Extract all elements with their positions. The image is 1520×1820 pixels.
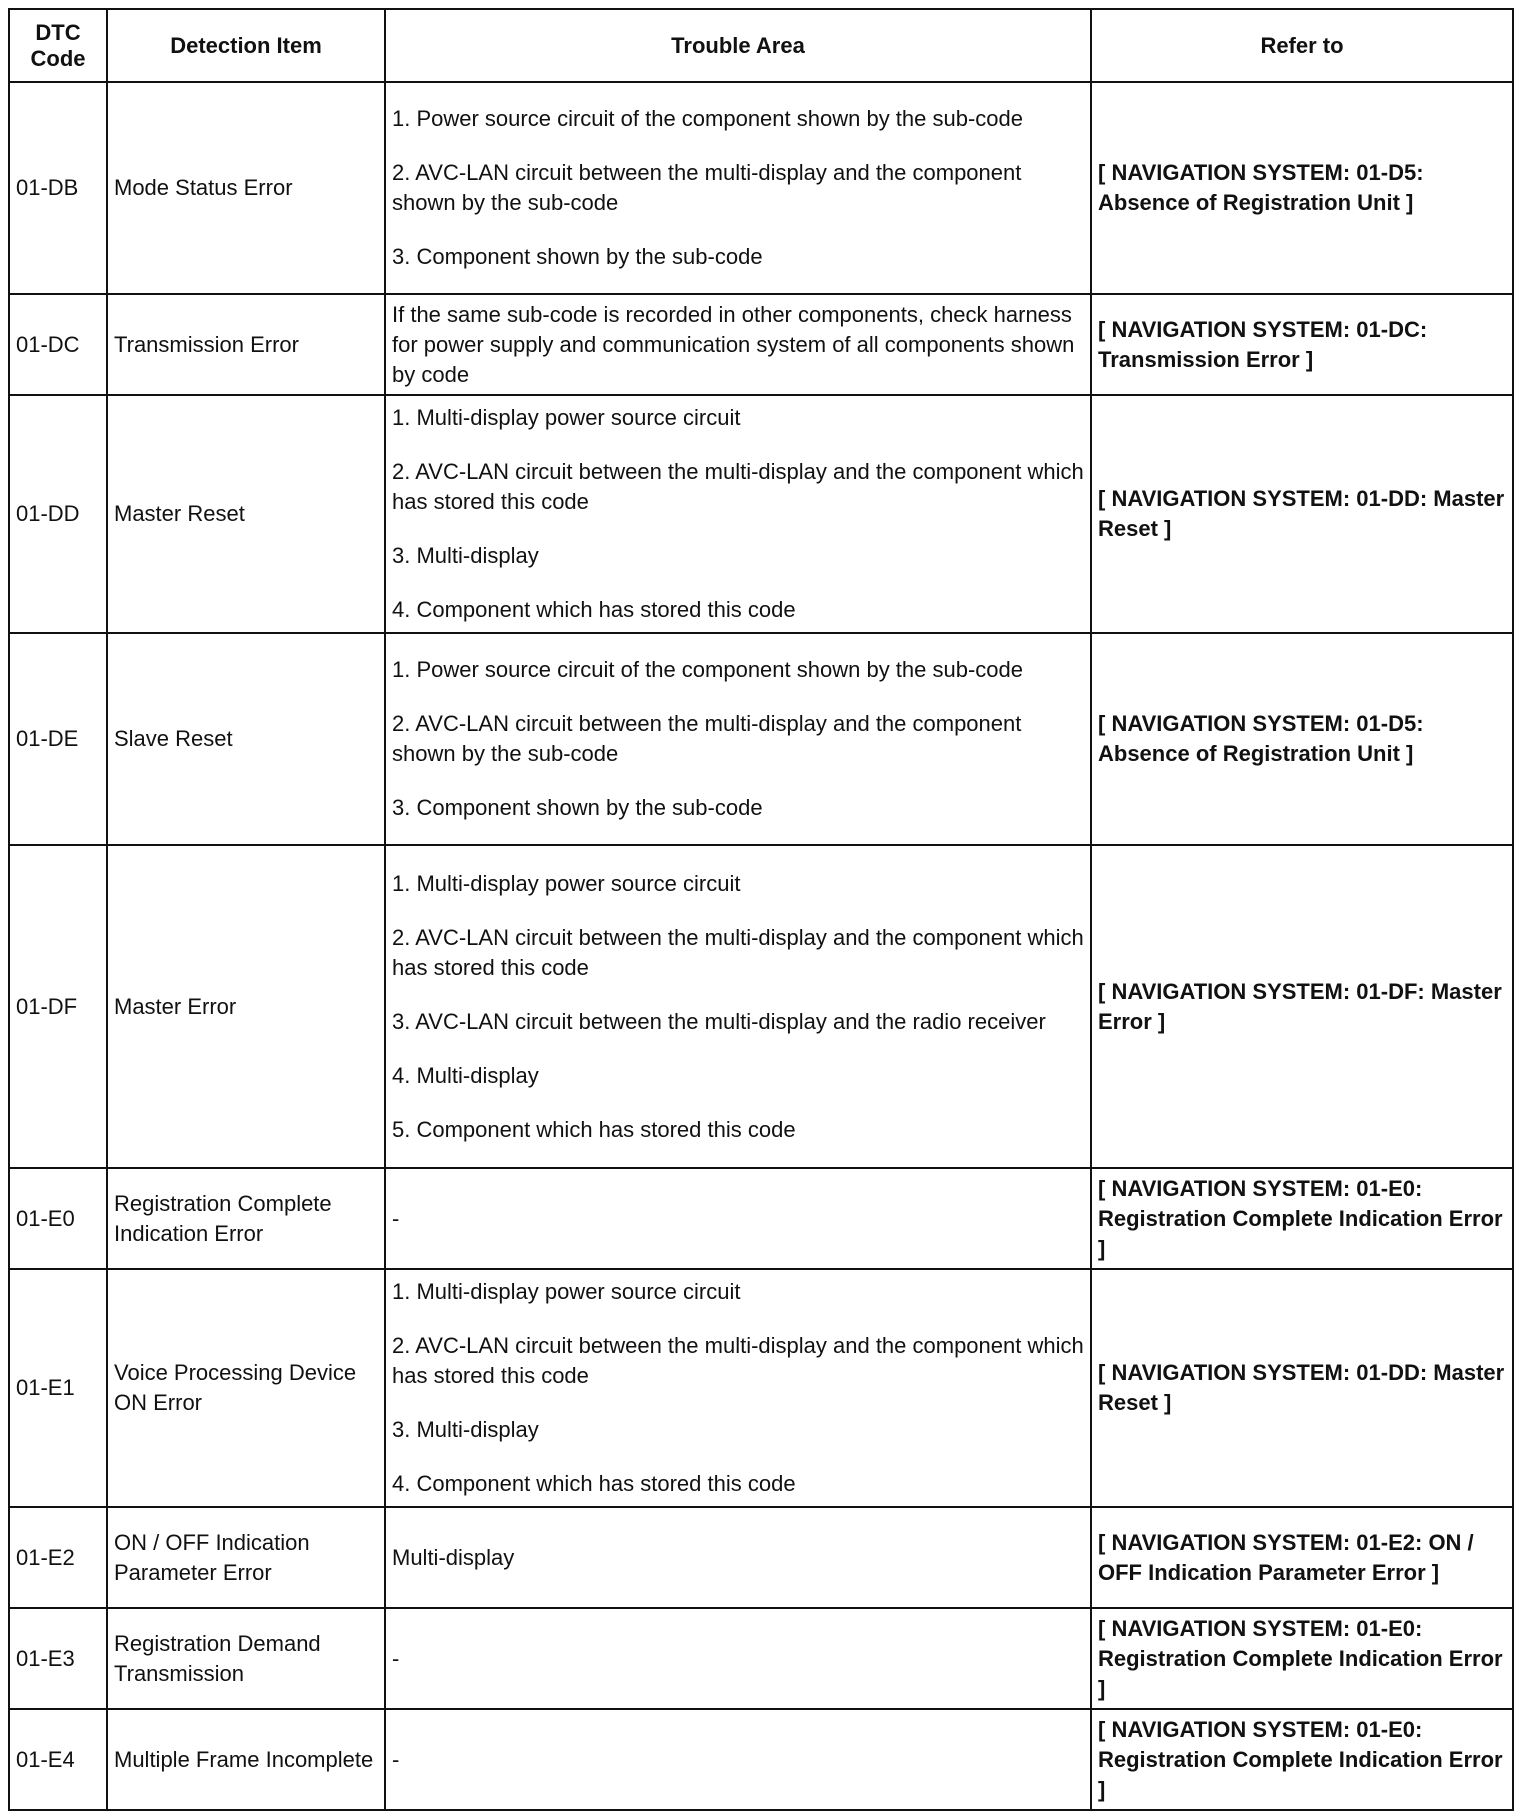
trouble-area-line: Multi-display (392, 1544, 515, 1570)
trouble-area-line: 4. Multi-display (392, 1062, 539, 1088)
dtc-code-cell: 01-E3 (9, 1608, 107, 1709)
trouble-area-line: - (392, 1645, 400, 1671)
table-row (9, 395, 1513, 633)
dtc-code-cell: 01-DF (9, 845, 107, 1168)
header-row (9, 9, 1513, 82)
dtc-code-cell: 01-DB (9, 82, 107, 294)
trouble-area-cell (385, 395, 1091, 633)
table-row (9, 633, 1513, 845)
trouble-area-line: 4. Component which has stored this code (392, 597, 796, 622)
header-detection-item: Detection Item (107, 9, 385, 82)
trouble-area-line: 2. AVC-LAN circuit between the multi-display and the component which has stored this code (392, 459, 1084, 514)
table-row (9, 1507, 1513, 1608)
trouble-area-line: 3. Multi-display (392, 1417, 539, 1442)
trouble-area-cell (385, 1168, 1091, 1269)
dtc-code-cell: 01-E2 (9, 1507, 107, 1608)
dtc-code-cell: 01-DC (9, 294, 107, 395)
header-refer-to: Refer to (1091, 9, 1513, 82)
table-row (9, 1168, 1513, 1269)
trouble-area-line: 3. Multi-display (392, 543, 539, 568)
trouble-area-line: - (392, 1746, 400, 1772)
table-row (9, 1608, 1513, 1709)
trouble-area-line: 2. AVC-LAN circuit between the multi-display and the component shown by the sub-code (392, 160, 1022, 215)
trouble-area-line: 5. Component which has stored this code (392, 1116, 796, 1142)
detection-item-cell: Slave Reset (107, 633, 385, 845)
dtc-code-cell: 01-DE (9, 633, 107, 845)
table-row (9, 82, 1513, 294)
detection-item-cell: Registration Demand Transmission (107, 1608, 385, 1709)
trouble-area-line: 2. AVC-LAN circuit between the multi-display and the component shown by the sub-code (392, 711, 1022, 766)
trouble-area-line: If the same sub-code is recorded in other components, check harness for power supply and communication system of all components shown by code (392, 301, 1075, 387)
header-trouble-area: Trouble Area (385, 9, 1091, 82)
dtc-code-cell: 01-DD (9, 395, 107, 633)
trouble-area-line: 1. Multi-display power source circuit (392, 405, 741, 430)
refer-to-link[interactable]: [ NAVIGATION SYSTEM: 01-DC: Transmission Error ] (1091, 294, 1513, 395)
dtc-code-cell: 01-E1 (9, 1269, 107, 1507)
trouble-area-cell (385, 1608, 1091, 1709)
trouble-area-cell (385, 1709, 1091, 1810)
table-row (9, 294, 1513, 395)
refer-to-link[interactable]: [ NAVIGATION SYSTEM: 01-E2: ON / OFF Indication Parameter Error ] (1091, 1507, 1513, 1608)
trouble-area-cell (385, 294, 1091, 395)
trouble-area-line: 3. AVC-LAN circuit between the multi-display and the radio receiver (392, 1008, 1046, 1034)
trouble-area-line: 2. AVC-LAN circuit between the multi-display and the component which has stored this code (392, 924, 1084, 980)
trouble-area-line: - (392, 1205, 400, 1231)
header-dtc-code: DTC Code (9, 9, 107, 82)
detection-item-cell: Mode Status Error (107, 82, 385, 294)
dtc-table (8, 8, 1514, 1811)
refer-to-link[interactable]: [ NAVIGATION SYSTEM: 01-DD: Master Reset ] (1091, 1269, 1513, 1507)
detection-item-cell: Transmission Error (107, 294, 385, 395)
trouble-area-line: 1. Power source circuit of the component shown by the sub-code (392, 657, 1024, 682)
detection-item-cell: Voice Processing Device ON Error (107, 1269, 385, 1507)
trouble-area-line: 1. Power source circuit of the component shown by the sub-code (392, 106, 1024, 131)
refer-to-link[interactable]: [ NAVIGATION SYSTEM: 01-E0: Registration Complete Indication Error ] (1091, 1709, 1513, 1810)
table-header (9, 9, 1513, 82)
trouble-area-cell (385, 1507, 1091, 1608)
detection-item-cell: Master Reset (107, 395, 385, 633)
table-row (9, 1709, 1513, 1810)
refer-to-link[interactable]: [ NAVIGATION SYSTEM: 01-D5: Absence of Registration Unit ] (1091, 633, 1513, 845)
trouble-area-line: 2. AVC-LAN circuit between the multi-display and the component which has stored this code (392, 1333, 1084, 1388)
refer-to-link[interactable]: [ NAVIGATION SYSTEM: 01-E0: Registration Complete Indication Error ] (1091, 1168, 1513, 1269)
dtc-code-cell: 01-E0 (9, 1168, 107, 1269)
refer-to-link[interactable]: [ NAVIGATION SYSTEM: 01-E0: Registration Complete Indication Error ] (1091, 1608, 1513, 1709)
trouble-area-cell (385, 1269, 1091, 1507)
table-body (9, 82, 1513, 1810)
dtc-code-cell: 01-E4 (9, 1709, 107, 1810)
refer-to-link[interactable]: [ NAVIGATION SYSTEM: 01-DD: Master Reset ] (1091, 395, 1513, 633)
detection-item-cell: ON / OFF Indication Parameter Error (107, 1507, 385, 1608)
trouble-area-cell (385, 82, 1091, 294)
table-row (9, 1269, 1513, 1507)
trouble-area-line: 1. Multi-display power source circuit (392, 1279, 741, 1304)
trouble-area-cell (385, 633, 1091, 845)
detection-item-cell: Master Error (107, 845, 385, 1168)
trouble-area-line: 1. Multi-display power source circuit (392, 870, 741, 896)
table-row (9, 845, 1513, 1168)
refer-to-link[interactable]: [ NAVIGATION SYSTEM: 01-D5: Absence of Registration Unit ] (1091, 82, 1513, 294)
trouble-area-line: 3. Component shown by the sub-code (392, 244, 763, 269)
trouble-area-cell (385, 845, 1091, 1168)
trouble-area-line: 3. Component shown by the sub-code (392, 795, 763, 820)
trouble-area-line: 4. Component which has stored this code (392, 1471, 796, 1496)
refer-to-link[interactable]: [ NAVIGATION SYSTEM: 01-DF: Master Error ] (1091, 845, 1513, 1168)
detection-item-cell: Registration Complete Indication Error (107, 1168, 385, 1269)
detection-item-cell: Multiple Frame Incomplete (107, 1709, 385, 1810)
